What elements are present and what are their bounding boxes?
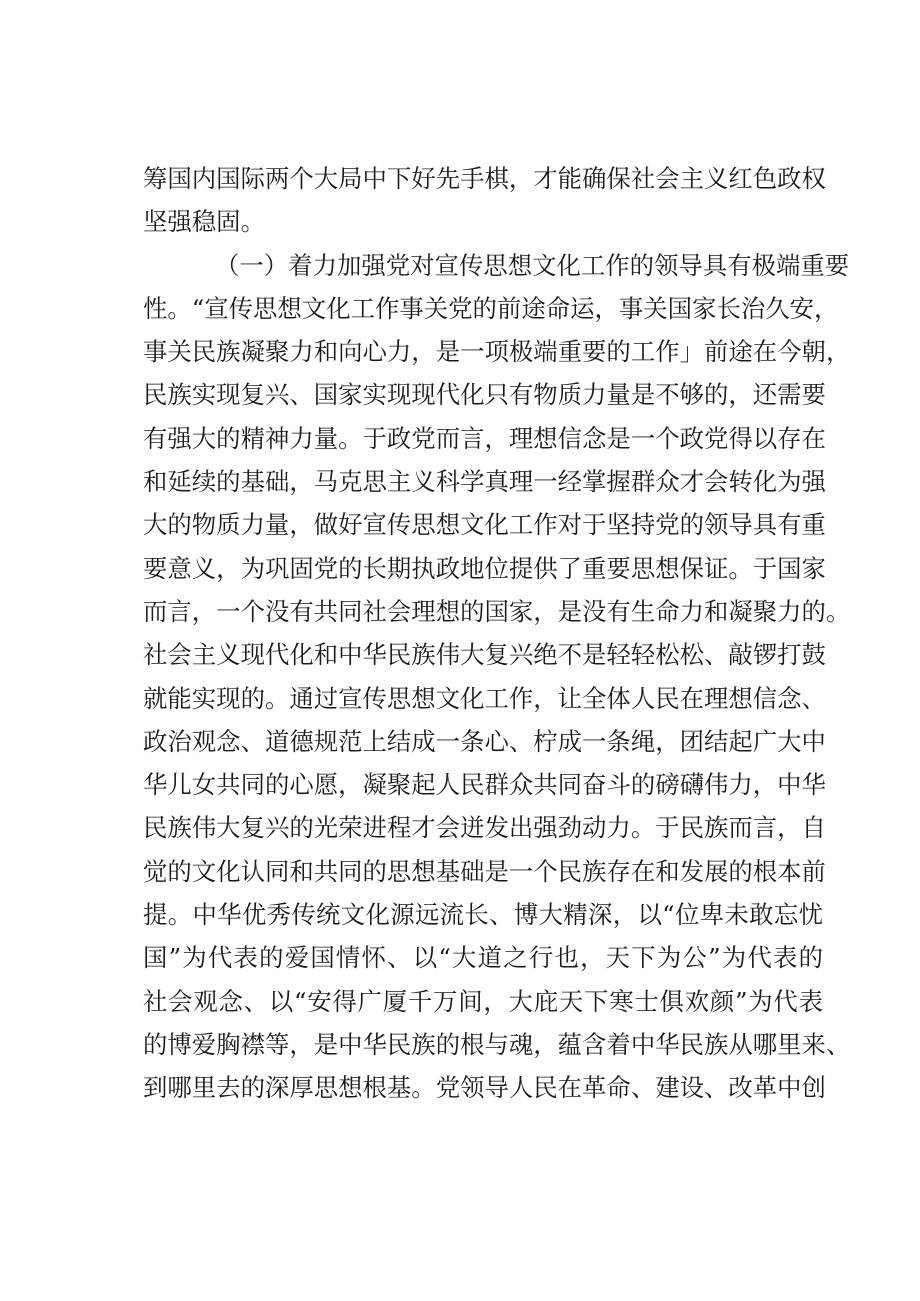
text-line: 民族伟大复兴的光荣进程才会迸发出强劲动力。于民族而言，自: [143, 813, 826, 843]
text-line: 民族实现复兴、国家实现现代化只有物质力量是不够的，还需要: [143, 380, 826, 410]
text-line: 要意义，为巩固党的长期执政地位提供了重要思想保证。于国家: [143, 553, 826, 583]
text-line: 华儿女共同的心愿，凝聚起人民群众共同奋斗的磅礴伟力，中华: [143, 770, 826, 800]
text-line: 而言，一个没有共同社会理想的国家，是没有生命力和凝聚力的。: [143, 596, 851, 626]
text-line: 大的物质力量，做好宣传思想文化工作对于坚持党的领导具有重: [143, 510, 826, 540]
text-line: 坚强稳固。: [143, 207, 265, 237]
text-line: 提。中华优秀传统文化源远流长、博大精深，以“位卑未敢忘忧: [143, 900, 823, 930]
text-line: 国”为代表的爱国情怀、以“大道之行也，天下为公”为代表的: [143, 943, 823, 973]
text-line: 性。“宣传思想文化工作事关党的前途命运，事关国家长治久安，: [143, 293, 839, 323]
document-body: [143, 157, 851, 1110]
text-line: 社会观念、以“安得广厦千万间，大庇天下寒士俱欢颜”为代表: [143, 986, 823, 1016]
text-line: 有强大的精神力量。于政党而言，理想信念是一个政党得以存在: [143, 423, 826, 453]
section-heading-line: （一）着力加强党对宣传思想文化工作的领导具有极端重要: [215, 250, 850, 280]
text-line: 社会主义现代化和中华民族伟大复兴绝不是轻轻松松、敲锣打鼓: [143, 640, 826, 670]
text-line: 和延续的基础，马克思主义科学真理一经掌握群众才会转化为强: [143, 467, 826, 497]
text-line: 觉的文化认同和共同的思想基础是一个民族存在和发展的根本前: [143, 856, 826, 886]
text-line: 就能实现的。通过宣传思想文化工作，让全体人民在理想信念、: [143, 683, 826, 713]
text-line: 的博爱胸襟等，是中华民族的根与魂，蕴含着中华民族从哪里来、: [143, 1029, 851, 1059]
text-line: 政治观念、道德规范上结成一条心、柠成一条绳，团结起广大中: [143, 726, 826, 756]
text-line: 到哪里去的深厚思想根基。党领导人民在革命、建设、改革中创: [143, 1073, 826, 1103]
text-line: 筹国内国际两个大局中下好先手棋，才能确保社会主义红色政权: [143, 164, 826, 193]
text-line: 事关民族凝聚力和向心力，是一项极端重要的工作」前途在今朝，: [143, 337, 851, 367]
